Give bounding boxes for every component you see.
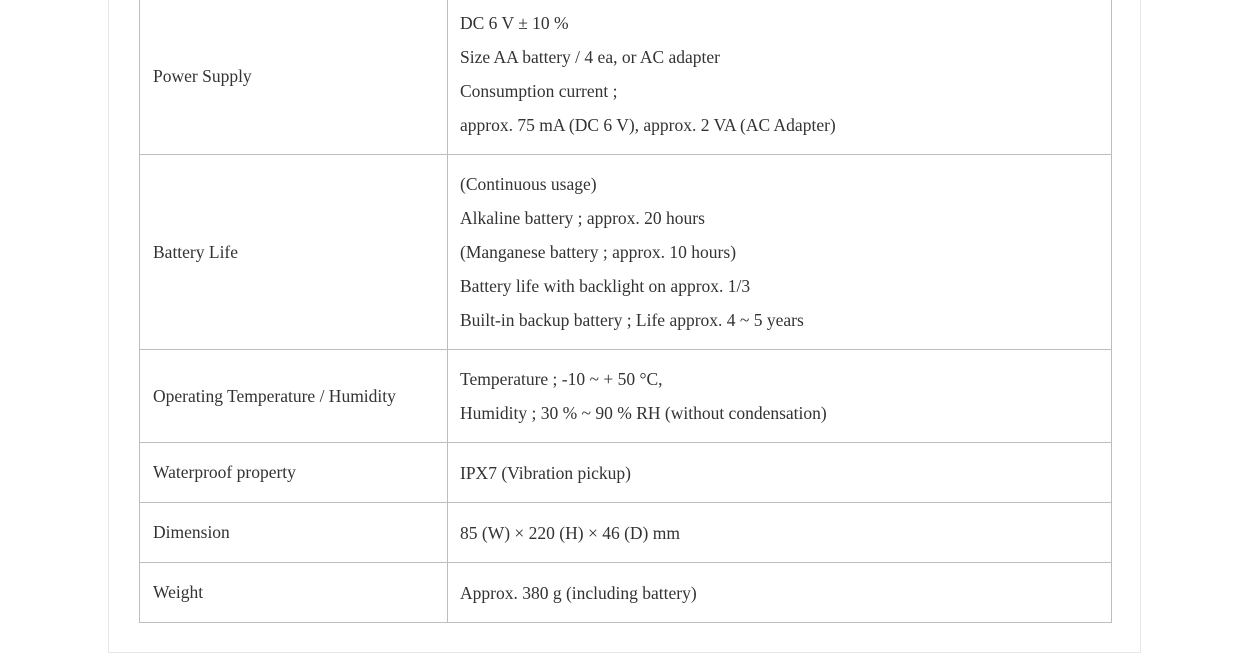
- table-row-power-supply: [140, 0, 1112, 155]
- row-label: Operating Temperature / Humidity: [140, 350, 448, 443]
- specifications-table: [139, 0, 1112, 623]
- row-value: [448, 503, 1112, 563]
- row-value: [448, 0, 1112, 155]
- table-row-battery-life: [140, 155, 1112, 350]
- table-row-waterproof-property: [140, 443, 1112, 503]
- value-line: Approx. 380 g (including battery): [460, 582, 697, 603]
- value-line: (Continuous usage): [460, 174, 597, 194]
- value-line: Alkaline battery ; approx. 20 hours: [460, 208, 705, 228]
- table-row-operating-temperature-humidity: [140, 350, 1112, 443]
- row-label: Power Supply: [140, 0, 448, 155]
- value-line: Humidity ; 30 % ~ 90 % RH (without condensation): [460, 403, 827, 423]
- row-label: Weight: [140, 563, 448, 623]
- row-label: Battery Life: [140, 155, 448, 350]
- table-row-dimension: [140, 503, 1112, 563]
- value-line: Size AA battery / 4 ea, or AC adapter: [460, 46, 720, 67]
- table-row-weight: [140, 563, 1112, 623]
- value-line: Battery life with backlight on approx. 1/3: [460, 276, 751, 296]
- value-line: IPX7 (Vibration pickup): [460, 462, 632, 483]
- row-label: Dimension: [140, 503, 448, 563]
- value-line: Built-in backup battery ; Life approx. 4 ~ 5 years: [460, 310, 804, 330]
- value-line: approx. 75 mA (DC 6 V), approx. 2 VA (AC Adapter): [460, 114, 836, 135]
- value-line: DC 6 V ± 10 %: [460, 12, 569, 33]
- value-line: Consumption current ;: [460, 80, 618, 101]
- row-value: [448, 563, 1112, 623]
- row-label: Waterproof property: [140, 443, 448, 503]
- row-value: [448, 350, 1112, 443]
- row-value: [448, 443, 1112, 503]
- value-line: Temperature ; -10 ~ + 50 °C,: [460, 369, 663, 389]
- row-value: [448, 155, 1112, 350]
- value-line: 85 (W) × 220 (H) × 46 (D) mm: [460, 522, 680, 543]
- value-line: (Manganese battery ; approx. 10 hours): [460, 242, 737, 262]
